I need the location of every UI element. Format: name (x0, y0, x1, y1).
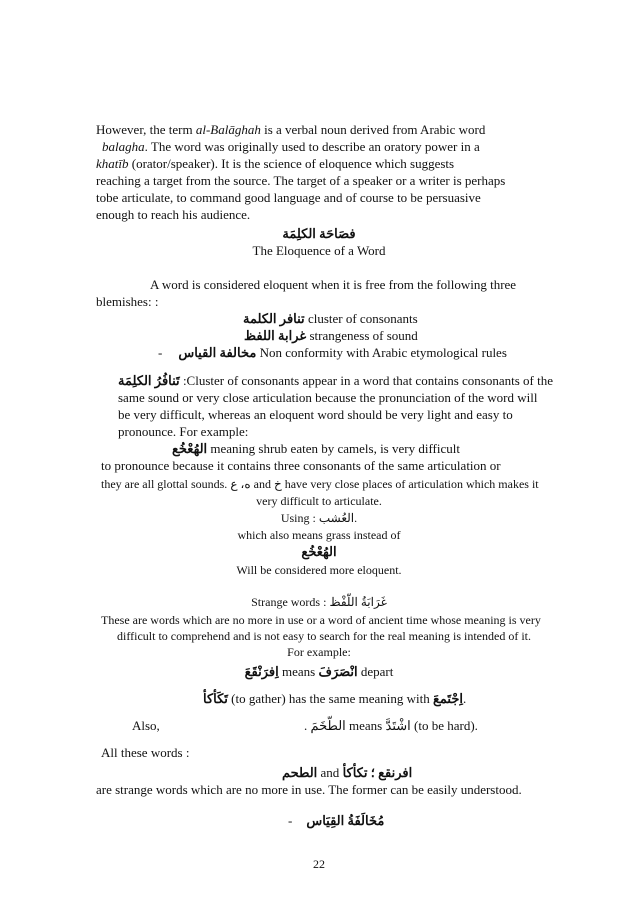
using-dot: . (354, 511, 358, 525)
cluster-text: they are all glottal sounds. (101, 477, 231, 491)
heading-english: The Eloquence of a Word (252, 243, 386, 258)
conclusion-line: are strange words which are no more in use. The former can be easily understood. (96, 782, 522, 797)
grass-line: which also means grass instead of (237, 528, 401, 542)
cluster-term-arabic: تَنافُرُ الكلِمَة (118, 373, 180, 388)
intro-line-3 (96, 156, 454, 172)
strange-heading-english: Strange words : (251, 595, 330, 609)
example-arabic: الهُعْخُع (172, 441, 208, 456)
list-dash: - (158, 345, 163, 360)
blemish-2-english: strangeness of sound (306, 328, 418, 343)
and-text: and (317, 765, 343, 780)
heading-arabic: فصَاحَة الكلِمَة (282, 226, 356, 241)
strange-example-3 (304, 718, 478, 734)
cluster-text: have very close places of articulation which makes it (281, 477, 539, 491)
intro-text: However, the term (96, 122, 196, 137)
blemish-3-english: Non conformity with Arabic etymological rules (256, 345, 507, 360)
blemish-2 (244, 328, 418, 344)
blemish-1-english: cluster of consonants (304, 311, 418, 326)
period: . (463, 691, 467, 706)
term-khatib: khatīb (96, 156, 129, 171)
blemish-2-arabic: غرابة اللفظ (244, 328, 307, 343)
ijtamaa-arabic: اِجْتَمعَ (432, 691, 463, 706)
cluster-line-4: pronounce. For example: (118, 424, 249, 439)
more-eloquent-line: Will be considered more eloquent. (236, 563, 402, 577)
cluster-line-2: same sound or very close articulation because the pronunciation of the word will (118, 390, 538, 405)
all-these-words: All these words : (101, 745, 190, 760)
strange-heading (0, 594, 638, 610)
intro-line-6: enough to reach his audience. (96, 207, 251, 222)
takaakaa-arabic: تَكَأكأ (203, 691, 228, 706)
period: . (304, 718, 311, 733)
tahm-arabic: الطحم (282, 765, 318, 780)
cluster-text: and (250, 477, 274, 491)
for-example-label: For example: (287, 645, 351, 659)
page-number: 22 (313, 857, 325, 871)
cluster-line-1 (118, 373, 553, 389)
intro-text: . The word was originally used to describe an oratory power in a (144, 139, 480, 154)
also-label: Also, (132, 718, 160, 733)
cluster-example (172, 441, 460, 457)
term-balagha: balagha (102, 139, 145, 154)
eloquent-line-2: blemishes: : (96, 294, 159, 309)
mukhalafat-alqiyas-arabic: مُخَالَفَةُ القِيَاس (306, 813, 385, 828)
intro-line-2 (102, 139, 480, 155)
blemish-3-arabic: مخالفة القياس (178, 345, 257, 360)
letter-kha: خ (273, 477, 282, 491)
eloquent-line-1: A word is considered eloquent when it is free from the following three (150, 277, 517, 292)
strange-word-list (282, 765, 412, 781)
means-text: means (345, 718, 386, 733)
intro-text: is a verbal noun derived from Arabic word (260, 122, 486, 137)
gather-text: (to gather) has the same meaning with (227, 691, 433, 706)
ifranqaa-takaakaa-arabic: افرنقع ؛ تكأكأ (342, 765, 413, 780)
strange-line-1: These are words which are no more in use or a word of ancient time whose meaning is very (101, 613, 541, 627)
strange-heading-arabic: غَرَابَةُ اللّفْظ (329, 595, 387, 609)
term-albalaghah: al-Balāghah (195, 122, 261, 137)
example-english: meaning shrub eaten by camels, is very difficult (207, 441, 460, 456)
ifranqaa-arabic: اِفرَنْقَعَ (244, 664, 279, 679)
list-dash: - (288, 813, 293, 828)
means-text: means (278, 664, 319, 679)
insarafa-arabic: انْصَرَفَ (318, 664, 358, 679)
cluster-line-8: very difficult to articulate. (256, 494, 382, 508)
strange-example-1 (0, 664, 638, 680)
depart-text: depart (357, 664, 394, 679)
to-be-hard-text: (to be hard). (410, 718, 478, 733)
example-2-arabic: الهُعْخُع (301, 544, 337, 559)
tahama-arabic: الطّخَمَ (310, 718, 346, 733)
intro-line-1 (96, 122, 485, 138)
blemish-1-arabic: تنافر الكلمة (243, 311, 305, 326)
final-heading (288, 813, 384, 829)
cluster-text: :Cluster of consonants appear in a word that contains consonants of the (179, 373, 553, 388)
using-label: Using : (280, 511, 319, 525)
intro-text: (orator/speaker). It is the science of eloquence which suggests (128, 156, 455, 171)
strange-example-2 (203, 691, 466, 707)
cluster-line-6: to pronounce because it contains three consonants of the same articulation or (101, 458, 501, 473)
using-arabic: العُشب (318, 511, 355, 525)
using-line (0, 510, 638, 526)
blemish-3 (158, 345, 507, 361)
intro-line-4: reaching a target from the source. The target of a speaker or a writer is perhaps (96, 173, 506, 188)
intro-line-5: tobe articulate, to command good language and of course to be persuasive (96, 190, 481, 205)
cluster-line-3: be very difficult, whereas an eloquent word should be very light and easy to (118, 407, 513, 422)
blemish-1 (243, 311, 418, 327)
ishtadda-arabic: اشْتَدَّ (385, 718, 411, 733)
strange-line-2: difficult to comprehend and is not easy to search for the real meaning is intended of it. (117, 629, 531, 643)
cluster-line-7 (101, 476, 539, 492)
glottal-letters: ه، ع (230, 477, 251, 491)
